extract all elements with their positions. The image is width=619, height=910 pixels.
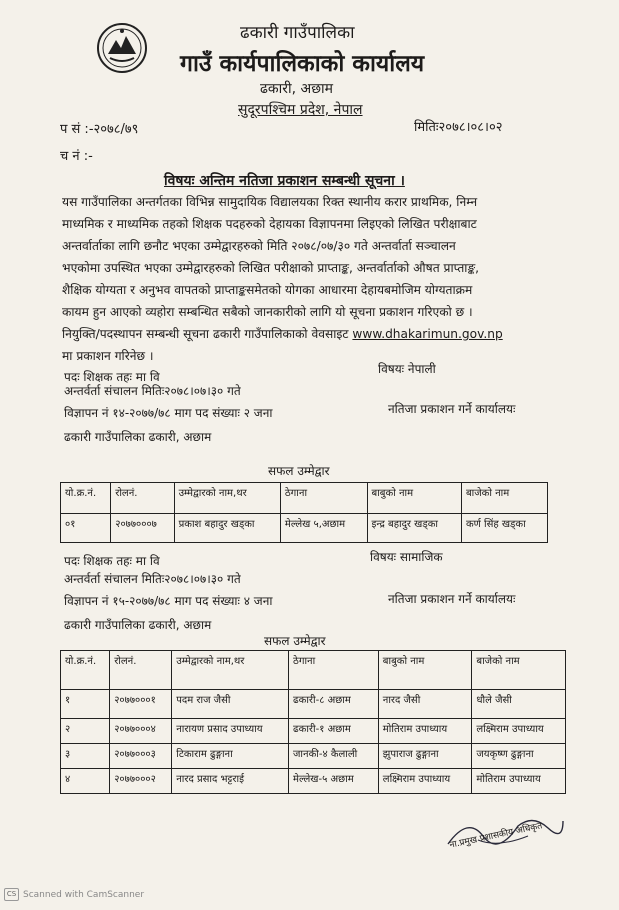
header-cell: बाजेको नाम — [472, 651, 566, 690]
publisher-office: ढकारी गाउँपालिका ढकारी, अछाम — [64, 430, 212, 444]
interview-date: अन्तर्वर्ता संचालन मितिः२०७८।०७।३० गते — [64, 384, 241, 398]
table-cell: कर्ण सिंह खड्का — [461, 514, 547, 543]
camscanner-watermark — [4, 888, 144, 901]
table-cell: नारद प्रसाद भट्टराई — [172, 769, 289, 794]
body-text-segment: नियुक्ति/पदस्थापन सम्बन्धी सूचना ढकारी गाउँपालिकाको वेवसाइट — [62, 327, 353, 341]
table-cell: धौले जैसी — [472, 690, 566, 719]
header-cell: बाबुको नाम — [378, 651, 472, 690]
body-line: कायम हुन आएको व्यहोरा सम्बन्धित सबैको जानकारीको लागि यो सूचना प्रकाशन गरिएको छ । — [62, 305, 473, 319]
table-row — [61, 719, 566, 744]
table-cell: नारद जैसी — [378, 690, 472, 719]
table-cell: १ — [61, 690, 110, 719]
table-cell: ३ — [61, 744, 110, 769]
table-cell: लक्ष्मिराम उपाध्याय — [378, 769, 472, 794]
table-header-row — [61, 651, 566, 690]
table-cell: प्रकाश बहादुर खड्का — [174, 514, 280, 543]
results-table-1 — [60, 482, 548, 543]
table-row — [61, 769, 566, 794]
header-cell: ठेगाना — [280, 483, 367, 514]
office-name: गाउँ कार्यपालिकाको कार्यालय — [180, 51, 425, 77]
office-address: ढकारी, अछाम — [260, 81, 334, 97]
post-level: पदः शिक्षक तहः मा वि — [64, 554, 160, 568]
table-cell: जयकृष्ण ढुङ्गाना — [472, 744, 566, 769]
header-cell: रोलनं. — [111, 483, 174, 514]
header-cell: बाबुको नाम — [367, 483, 461, 514]
body-line: भएकोमा उपस्थित भएका उम्मेद्वारहरुको लिखित परीक्षाको प्राप्ताङ्क, अन्तर्वार्ताको औषत प्राप्ताङ्क, — [62, 261, 480, 275]
nepal-emblem-icon — [96, 22, 148, 74]
header-cell: उम्मेद्वारको नाम,थर — [174, 483, 280, 514]
table-cell: २०७७०००४ — [110, 719, 172, 744]
table-cell: २ — [61, 719, 110, 744]
notice-body — [62, 191, 548, 367]
body-line: मा प्रकाशन गरिनेछ । — [62, 349, 154, 363]
table-cell: इन्द्र बहादुर खड्का — [367, 514, 461, 543]
subject-label: विषयः नेपाली — [378, 362, 436, 376]
province-line: सुदूरपश्चिम प्रदेश, नेपाल — [238, 102, 363, 118]
table-cell: मोतिराम उपाध्याय — [472, 769, 566, 794]
notice-subject: विषयः अन्तिम नतिजा प्रकाशन सम्बन्धी सूचना । — [164, 173, 405, 189]
interview-date: अन्तर्वर्ता संचालन मितिः२०७८।०७।३० गते — [64, 572, 241, 586]
table-cell: २०७७०००१ — [110, 690, 172, 719]
table-cell: लक्ष्मिराम उपाध्याय — [472, 719, 566, 744]
results-table-2 — [60, 650, 566, 794]
table-cell: ४ — [61, 769, 110, 794]
table-caption: सफल उम्मेद्वार — [264, 634, 326, 648]
municipality-name: ढकारी गाउँपालिका — [240, 23, 355, 43]
body-line: शैक्षिक योग्यता र अनुभव वापतको प्राप्ताङ्कसमेतको योगका आधारमा देहायबमोजिम योग्यताक्रम — [62, 283, 473, 297]
table-header-row — [61, 483, 548, 514]
letter-date: मितिः२०७८।०८।०२ — [414, 120, 503, 135]
dispatch-number: च नं :- — [60, 149, 93, 164]
table-cell: ढकारी-८ अछाम — [289, 690, 379, 719]
table-row — [61, 690, 566, 719]
table-cell: २०७७०००७ — [111, 514, 174, 543]
header-cell: यो.क्र.नं. — [61, 483, 111, 514]
table-row — [61, 514, 548, 543]
table-cell: ०१ — [61, 514, 111, 543]
body-line: अन्तर्वार्ताका लागि छनौट भएका उम्मेद्वारहरुको मिति २०७८/०७/३० गते अन्तर्वार्ता सञ्चालन — [62, 239, 456, 253]
publisher-office: ढकारी गाउँपालिका ढकारी, अछाम — [64, 618, 212, 632]
website-link[interactable]: www.dhakarimun.gov.np — [352, 327, 503, 341]
publisher-label: नतिजा प्रकाशन गर्ने कार्यालयः — [388, 402, 516, 416]
camscanner-text: Scanned with CamScanner — [23, 889, 145, 900]
header-cell: यो.क्र.नं. — [61, 651, 110, 690]
table-cell: २०७७०००३ — [110, 744, 172, 769]
table-row — [61, 744, 566, 769]
table-cell: मोतिराम उपाध्याय — [378, 719, 472, 744]
table-cell: मेल्लेख-५ अछाम — [289, 769, 379, 794]
table-caption: सफल उम्मेद्वार — [268, 464, 330, 478]
advertisement-info: विज्ञापन नं १५-२०७७/७८ माग पद संख्याः ४ जना — [64, 594, 273, 608]
post-level: पदः शिक्षक तहः मा वि — [64, 370, 160, 384]
table-cell: टिकाराम ढुङ्गाना — [172, 744, 289, 769]
body-line: यस गाउँपालिका अन्तर्गतका विभिन्न सामुदायिक विद्यालयका रिक्त स्थानीय करार प्राथमिक, निम्न — [62, 195, 478, 209]
publisher-label: नतिजा प्रकाशन गर्ने कार्यालयः — [388, 592, 516, 606]
table-cell: २०७७०००२ — [110, 769, 172, 794]
letter-number: प सं :-२०७८/७९ — [60, 122, 139, 137]
table-cell: मेल्लेख ५,अछाम — [280, 514, 367, 543]
header-cell: रोलनं. — [110, 651, 172, 690]
table-cell: पदम राज जैसी — [172, 690, 289, 719]
header-cell: ठेगाना — [289, 651, 379, 690]
header-cell: उम्मेद्वारको नाम,थर — [172, 651, 289, 690]
camscanner-icon: CS — [4, 888, 19, 901]
table-cell: जानकी-४ कैलाली — [289, 744, 379, 769]
signature-designation: ना.प्रमुख प्रशासकीय अधिकृत — [448, 821, 544, 851]
subject-label: विषयः सामाजिक — [370, 550, 443, 564]
table-cell: नारायण प्रसाद उपाध्याय — [172, 719, 289, 744]
advertisement-info: विज्ञापन नं १४-२०७७/७८ माग पद संख्याः २ जना — [64, 406, 273, 420]
table-cell: ढकारी-१ अछाम — [289, 719, 379, 744]
body-line — [62, 323, 548, 345]
body-line: माध्यमिक र माध्यमिक तहको शिक्षक पदहरुको देहायका विज्ञापनमा लिइएको लिखित परीक्षाबाट — [62, 217, 477, 231]
header-cell: बाजेको नाम — [461, 483, 547, 514]
table-cell: झुपाराज ढुङ्गाना — [378, 744, 472, 769]
